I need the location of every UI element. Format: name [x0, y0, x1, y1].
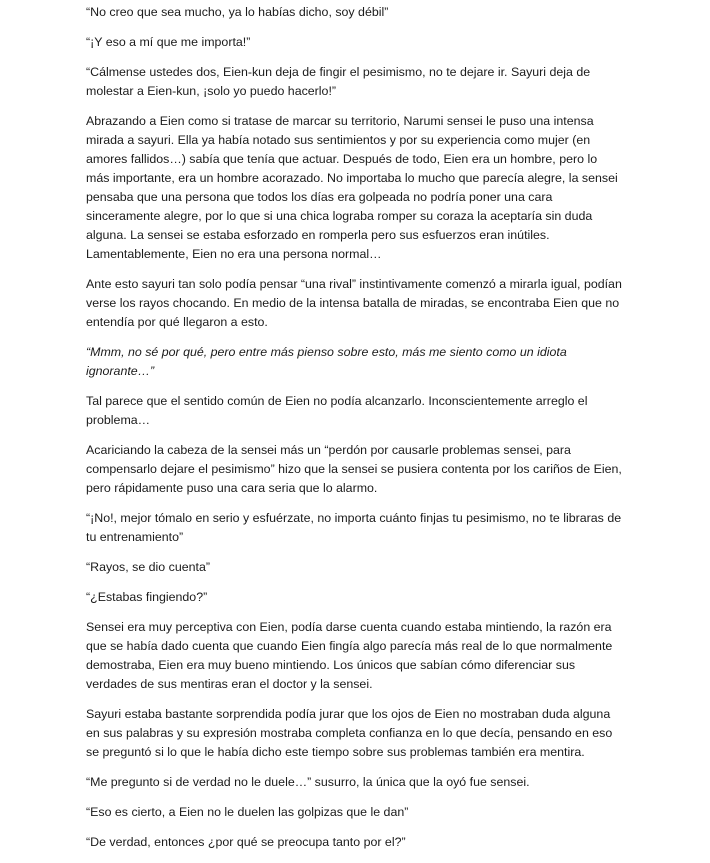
- paragraph: Tal parece que el sentido común de Eien no podía alcanzarlo. Inconscientemente arreglo el problema…: [86, 394, 588, 427]
- paragraph: “No creo que sea mucho, ya lo habías dicho, soy débil”: [86, 5, 389, 19]
- paragraph: “¡Y eso a mí que me importa!”: [86, 35, 251, 49]
- paragraph: “Eso es cierto, a Eien no le duelen las golpizas que le dan”: [86, 805, 409, 819]
- paragraph: Acariciando la cabeza de la sensei más un “perdón por causarle problemas sensei, para compensarlo dejare el pesimismo” hizo que la sensei se pusiera contenta por los cariños de Eien, pero rápidamente puso una cara seria que lo alarmo.: [86, 443, 622, 495]
- paragraph: Sensei era muy perceptiva con Eien, podía darse cuenta cuando estaba mintiendo, la razón era que se había dado cuenta que cuando Eien fingía algo parecía más real de lo que normalmente demostraba, Eien era muy bueno mintiendo. Los únicos que sabían cómo diferenciar sus verdades de sus mentiras eran el doctor y la sensei.: [86, 620, 613, 691]
- paragraph: “¿Estabas fingiendo?”: [86, 590, 208, 604]
- paragraph: Ante esto sayuri tan solo podía pensar “una rival” instintivamente comenzó a mirarla igual, podían verse los rayos chocando. En medio de la intensa batalla de miradas, se encontraba Eien que no entendía por qué llegaron a esto.: [86, 277, 622, 329]
- paragraph: Sayuri estaba bastante sorprendida podía jurar que los ojos de Eien no mostraban duda alguna en sus palabras y su expresión mostraba completa confianza en lo que decía, pensando en eso se preguntó si lo que le había dicho este tiempo sobre sus problemas también era mentira.: [86, 707, 613, 759]
- document-body: [86, 3, 622, 863]
- paragraph: “Me pregunto si de verdad no le duele…” susurro, la única que la oyó fue sensei.: [86, 775, 530, 789]
- paragraph: “Mmm, no sé por qué, pero entre más pienso sobre esto, más me siento como un idiota ignorante…”: [86, 345, 567, 378]
- paragraph: “¡No!, mejor tómalo en serio y esfuérzate, no importa cuánto finjas tu pesimismo, no te libraras de tu entrenamiento”: [86, 511, 622, 544]
- paragraph: Abrazando a Eien como si tratase de marcar su territorio, Narumi sensei le puso una intensa mirada a sayuri. Ella ya había notado sus sentimientos y por su experiencia como mujer (en amores fallidos…) sabía que tenía que actuar. Después de todo, Eien era un hombre, pero lo más importante, era un hombre acorazado. No importaba lo mucho que parecía alegre, la sensei pensaba que una persona que todos los días era golpeada no podría poner una cara sinceramente alegre, por lo que si una chica lograba romper su coraza la aceptaría sin duda alguna. La sensei se estaba esforzado en romperla pero sus esfuerzos eran inútiles. Lamentablemente, Eien no era una persona normal…: [86, 114, 618, 261]
- paragraph: “Cálmense ustedes dos, Eien-kun deja de fingir el pesimismo, no te dejare ir. Sayuri deja de molestar a Eien-kun, ¡solo yo puedo hacerlo!”: [86, 65, 591, 98]
- paragraph: “De verdad, entonces ¿por qué se preocupa tanto por el?”: [86, 835, 406, 849]
- paragraph: “Rayos, se dio cuenta”: [86, 560, 210, 574]
